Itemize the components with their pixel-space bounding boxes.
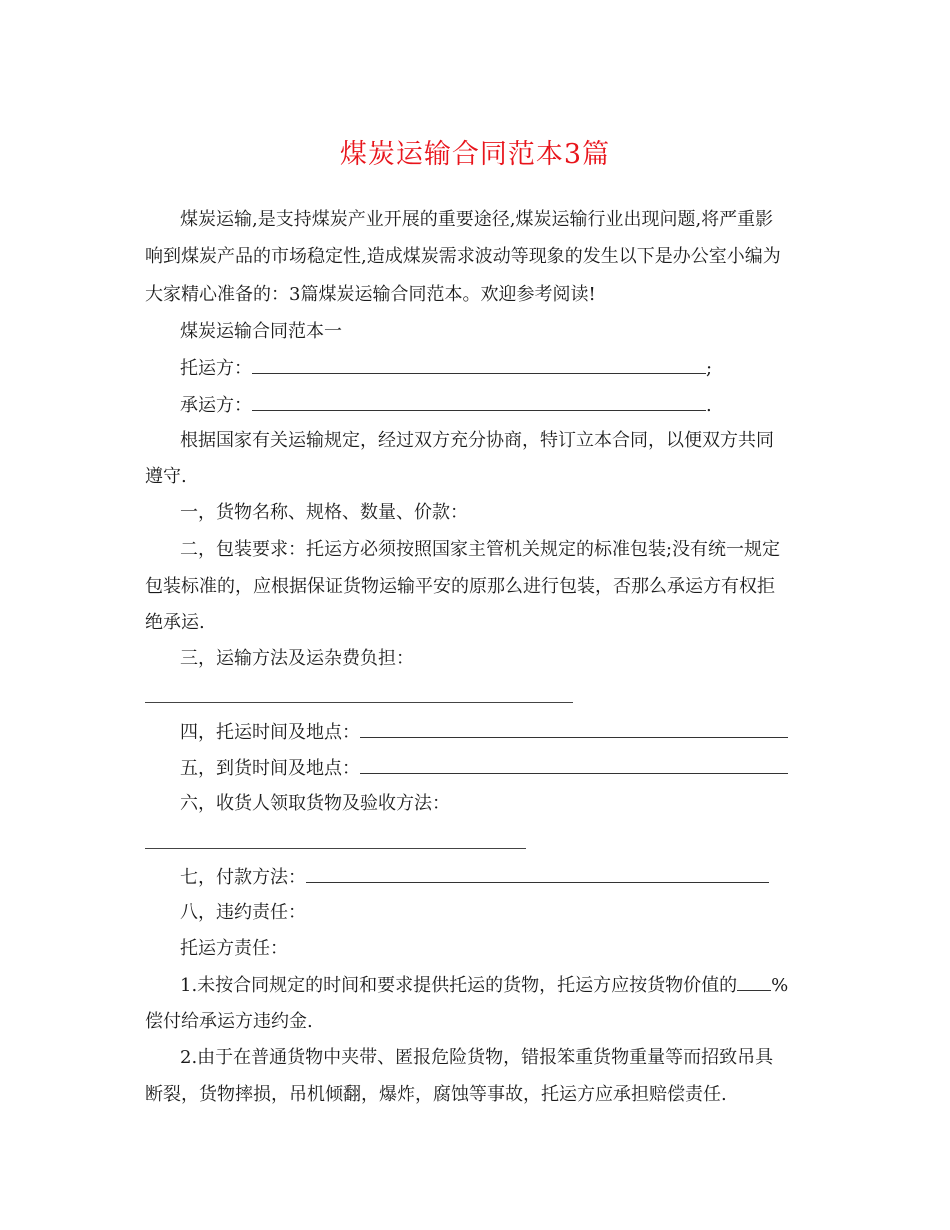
item-5-row (180, 757, 788, 780)
carrier-label: 承运方： (180, 395, 252, 416)
item-3-blank[interactable] (145, 702, 573, 703)
carrier-end: . (706, 395, 712, 416)
item-7-blank[interactable] (306, 866, 769, 883)
intro-line-3: 大家精心准备的：3篇煤炭运输合同范本。欢迎参考阅读! (145, 284, 596, 305)
shipper-blank[interactable] (252, 357, 706, 374)
duty-1-percent: % (771, 975, 789, 996)
item-7-label: 七，付款方法： (180, 867, 306, 888)
document-title: 煤炭运输合同范本3篇 (339, 139, 611, 170)
item-2-line-2: 包装标准的，应根据保证货物运输平安的原那么进行包装，否那么承运方有权拒 (145, 576, 775, 597)
shipper-end: ; (706, 358, 713, 379)
contract-heading: 煤炭运输合同范本一 (180, 321, 342, 342)
item-5-blank[interactable] (360, 757, 788, 774)
item-4-blank[interactable] (360, 721, 788, 738)
item-5-label: 五，到货时间及地点： (180, 758, 360, 779)
shipper-duty-heading: 托运方责任： (180, 938, 288, 959)
intro-line-2: 响到煤炭产品的市场稳定性,造成煤炭需求波动等现象的发生以下是办公室小编为 (145, 246, 781, 267)
carrier-row (180, 394, 712, 417)
duty-1-line-2: 偿付给承运方违约金. (145, 1011, 313, 1032)
item-2-line-1: 二，包装要求：托运方必须按照国家主管机关规定的标准包装;没有统一规定 (180, 539, 781, 560)
item-4-label: 四，托运时间及地点： (180, 722, 360, 743)
item-6: 六，收货人领取货物及验收方法： (180, 793, 450, 814)
duty-1-text: 1.未按合同规定的时间和要求提供托运的货物，托运方应按货物价值的 (180, 975, 738, 996)
item-6-blank[interactable] (145, 848, 526, 849)
shipper-label: 托运方： (180, 358, 252, 379)
item-7-row (180, 866, 769, 889)
duty-1-line-1 (180, 974, 788, 997)
basis-line-2: 遵守. (145, 466, 187, 487)
duty-2-line-1: 2.由于在普通货物中夹带、匿报危险货物，错报笨重货物重量等而招致吊具 (180, 1047, 774, 1068)
item-3: 三，运输方法及运杂费负担： (180, 648, 414, 669)
item-8: 八，违约责任： (180, 902, 306, 923)
basis-line-1: 根据国家有关运输规定，经过双方充分协商，特订立本合同，以便双方共同 (180, 430, 774, 451)
shipper-row (180, 357, 712, 380)
duty-2-line-2: 断裂，货物摔损，吊机倾翻，爆炸，腐蚀等事故，托运方应承担赔偿责任. (145, 1084, 727, 1105)
duty-1-percent-blank[interactable] (737, 974, 771, 991)
carrier-blank[interactable] (252, 394, 706, 411)
item-1: 一，货物名称、规格、数量、价款： (180, 502, 468, 523)
item-4-row (180, 721, 788, 744)
item-2-line-3: 绝承运. (145, 612, 205, 633)
intro-line-1: 煤炭运输,是支持煤炭产业开展的重要途径,煤炭运输行业出现问题,将严重影 (180, 209, 774, 230)
